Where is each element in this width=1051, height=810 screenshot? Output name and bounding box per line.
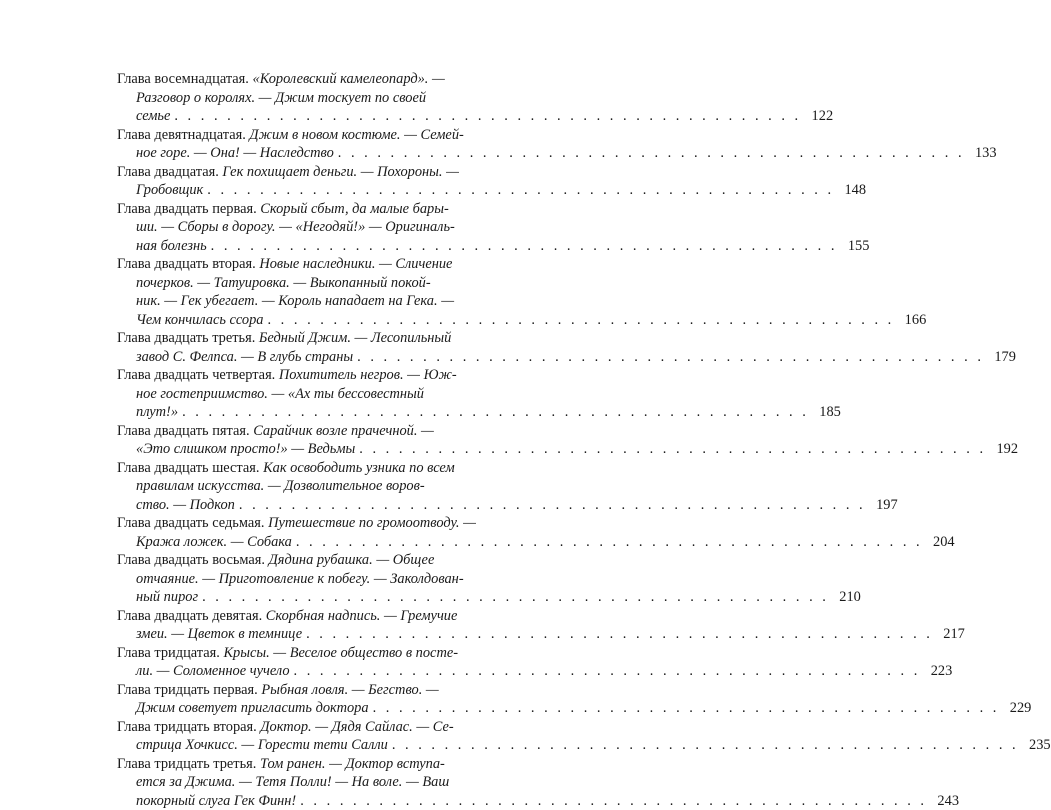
toc-entry-line <box>117 255 462 274</box>
toc-entry-line <box>117 385 462 404</box>
toc-entry-last-text <box>136 237 207 256</box>
chapter-heading: Глава двадцать восьмая. <box>117 552 269 568</box>
chapter-summary: Путешествие по громоотводу. — <box>268 515 476 531</box>
toc-entry <box>117 607 462 644</box>
chapter-summary: Разговор о королях. — Джим тоскует по своей <box>136 90 426 106</box>
toc-entry-last-line <box>117 107 462 126</box>
chapter-summary: Джим в новом костюме. — Семей- <box>249 127 463 143</box>
toc-entry-last-line <box>117 181 462 200</box>
toc-entry-last-text <box>136 588 198 607</box>
chapter-summary: Сарайчик возле прачечной. — <box>253 423 434 439</box>
page-number: 192 <box>990 440 1018 459</box>
chapter-summary: покорный слуга Гек Финн! <box>136 793 296 809</box>
toc-entry-line <box>117 200 462 219</box>
chapter-summary: Дядина рубашка. — Общее <box>269 552 435 568</box>
toc-entry-last-text <box>136 403 178 422</box>
chapter-summary: правилам искусства. — Дозволительное воров- <box>136 478 425 494</box>
chapter-summary: Как освободить узника по всем <box>263 460 455 476</box>
toc-entry-last-text <box>136 348 353 367</box>
chapter-summary: ное гостеприимство. — «Ах ты бессовестный <box>136 386 424 402</box>
toc-entry-last-text <box>136 533 292 552</box>
page-number: 217 <box>937 625 965 644</box>
dot-leader: . . . . . . . . . . . . . . . . . . . . . . . . . . . . . . . . . . . . . . . . . . . . . . . . <box>207 237 842 256</box>
chapter-heading: Глава тридцать вторая. <box>117 719 260 735</box>
toc-entry-last-line <box>117 440 462 459</box>
table-of-contents <box>117 70 462 810</box>
chapter-summary: Кража ложек. — Собака <box>136 534 292 550</box>
dot-leader: . . . . . . . . . . . . . . . . . . . . . . . . . . . . . . . . . . . . . . . . . . . . . . . . <box>334 144 969 163</box>
toc-entry-line <box>117 89 462 108</box>
toc-entry-last-text <box>136 144 334 163</box>
dot-leader: . . . . . . . . . . . . . . . . . . . . . . . . . . . . . . . . . . . . . . . . . . . . . . . . <box>353 348 988 367</box>
toc-entry-last-text <box>136 662 290 681</box>
toc-entry-last-line <box>117 403 462 422</box>
toc-entry-line <box>117 551 462 570</box>
chapter-summary: плут!» <box>136 404 178 420</box>
toc-entry-line <box>117 126 462 145</box>
toc-entry-last-text <box>136 699 369 718</box>
toc-entry-last-line <box>117 736 462 755</box>
chapter-summary: Бедный Джим. — Лесопильный <box>259 330 451 346</box>
chapter-summary: Крысы. — Веселое общество в посте- <box>223 645 458 661</box>
chapter-summary: «Королевский камелеопард». — <box>253 71 445 87</box>
chapter-heading: Глава двадцать пятая. <box>117 423 253 439</box>
chapter-summary: ная болезнь <box>136 238 207 254</box>
toc-entry-last-text <box>136 625 302 644</box>
chapter-summary: ется за Джима. — Тетя Полли! — На воле. — Ваш <box>136 774 449 790</box>
toc-entry-last-line <box>117 533 462 552</box>
chapter-summary: Скорбная надпись. — Гремучие <box>266 608 458 624</box>
toc-entry-last-line <box>117 311 462 330</box>
chapter-heading: Глава тридцать первая. <box>117 682 261 698</box>
toc-entry-last-line <box>117 588 462 607</box>
toc-entry-line <box>117 607 462 626</box>
toc-entry <box>117 514 462 551</box>
toc-entry-last-line <box>117 496 462 515</box>
toc-entry-last-text <box>136 496 235 515</box>
dot-leader: . . . . . . . . . . . . . . . . . . . . . . . . . . . . . . . . . . . . . . . . . . . . . . . . <box>290 662 925 681</box>
toc-entry-last-line <box>117 144 462 163</box>
dot-leader: . . . . . . . . . . . . . . . . . . . . . . . . . . . . . . . . . . . . . . . . . . . . . . . . <box>302 625 937 644</box>
page-number: 133 <box>969 144 997 163</box>
toc-entry-line <box>117 329 462 348</box>
toc-entry <box>117 755 462 810</box>
toc-entry <box>117 366 462 422</box>
chapter-summary: почерков. — Татуировка. — Выкопанный покой- <box>136 275 431 291</box>
chapter-summary: семье <box>136 108 170 124</box>
toc-entry-last-line <box>117 699 462 718</box>
page-number: 148 <box>838 181 866 200</box>
dot-leader: . . . . . . . . . . . . . . . . . . . . . . . . . . . . . . . . . . . . . . . . . . . . . . . . <box>170 107 805 126</box>
chapter-heading: Глава двадцать девятая. <box>117 608 266 624</box>
toc-entry-last-line <box>117 662 462 681</box>
chapter-heading: Глава восемнадцатая. <box>117 71 253 87</box>
toc-entry <box>117 329 462 366</box>
toc-entry <box>117 718 462 755</box>
page-number: 223 <box>924 662 952 681</box>
chapter-summary: Рыбная ловля. — Бегство. — <box>261 682 438 698</box>
toc-entry-line <box>117 570 462 589</box>
chapter-summary: Новые наследники. — Сличение <box>259 256 452 272</box>
page-number: 122 <box>805 107 833 126</box>
toc-entry-line <box>117 274 462 293</box>
toc-entry <box>117 255 462 329</box>
dot-leader: . . . . . . . . . . . . . . . . . . . . . . . . . . . . . . . . . . . . . . . . . . . . . . . . <box>198 588 833 607</box>
toc-entry-line <box>117 163 462 182</box>
toc-entry <box>117 422 462 459</box>
chapter-summary: Гробовщик <box>136 182 203 198</box>
toc-entry-line <box>117 718 462 737</box>
chapter-summary: ство. — Подкоп <box>136 497 235 513</box>
page-number: 243 <box>931 792 959 810</box>
page-number: 229 <box>1003 699 1031 718</box>
toc-entry-line <box>117 70 462 89</box>
chapter-summary: Доктор. — Дядя Сайлас. — Се- <box>260 719 453 735</box>
chapter-summary: Скорый сбыт, да малые бары- <box>260 201 448 217</box>
chapter-summary: Чем кончилась ссора <box>136 312 263 328</box>
toc-entry-line <box>117 514 462 533</box>
chapter-heading: Глава девятнадцатая. <box>117 127 249 143</box>
dot-leader: . . . . . . . . . . . . . . . . . . . . . . . . . . . . . . . . . . . . . . . . . . . . . . . . <box>263 311 898 330</box>
toc-entry-last-line <box>117 237 462 256</box>
toc-entry <box>117 459 462 515</box>
chapter-summary: ник. — Гек убегает. — Король нападает на Гека. — <box>136 293 454 309</box>
toc-entry <box>117 681 462 718</box>
page-number: 235 <box>1023 736 1051 755</box>
page-number: 210 <box>833 588 861 607</box>
chapter-heading: Глава двадцатая. <box>117 164 222 180</box>
page-number: 185 <box>813 403 841 422</box>
chapter-summary: ный пирог <box>136 589 198 605</box>
toc-entry-line <box>117 681 462 700</box>
chapter-heading: Глава двадцать вторая. <box>117 256 259 272</box>
dot-leader: . . . . . . . . . . . . . . . . . . . . . . . . . . . . . . . . . . . . . . . . . . . . . . . . <box>178 403 813 422</box>
toc-entry-last-text <box>136 107 170 126</box>
toc-entry <box>117 551 462 607</box>
toc-entry-last-line <box>117 792 462 810</box>
toc-entry-line <box>117 366 462 385</box>
chapter-summary: Джим советует пригласить доктора <box>136 700 369 716</box>
toc-entry <box>117 200 462 256</box>
chapter-summary: Том ранен. — Доктор вступа- <box>260 756 445 772</box>
toc-entry-last-text <box>136 311 263 330</box>
chapter-heading: Глава двадцать седьмая. <box>117 515 268 531</box>
toc-entry-last-text <box>136 440 355 459</box>
toc-entry <box>117 126 462 163</box>
chapter-heading: Глава двадцать третья. <box>117 330 259 346</box>
page-number: 197 <box>870 496 898 515</box>
toc-entry <box>117 644 462 681</box>
toc-entry-line <box>117 422 462 441</box>
chapter-summary: отчаяние. — Приготовление к побегу. — Заколдован- <box>136 571 464 587</box>
toc-entry-line <box>117 644 462 663</box>
toc-entry-line <box>117 292 462 311</box>
toc-entry-line <box>117 477 462 496</box>
page-number: 179 <box>988 348 1016 367</box>
chapter-summary: ное горе. — Она! — Наследство <box>136 145 334 161</box>
page-number: 155 <box>841 237 869 256</box>
toc-entry-line <box>117 459 462 478</box>
dot-leader: . . . . . . . . . . . . . . . . . . . . . . . . . . . . . . . . . . . . . . . . . . . . . . . . <box>388 736 1023 755</box>
page-number: 204 <box>927 533 955 552</box>
toc-entry-last-line <box>117 625 462 644</box>
toc-entry-line <box>117 755 462 774</box>
toc-entry-last-text <box>136 181 203 200</box>
dot-leader: . . . . . . . . . . . . . . . . . . . . . . . . . . . . . . . . . . . . . . . . . . . . . . . . <box>369 699 1004 718</box>
toc-entry-last-text <box>136 736 388 755</box>
toc-entry <box>117 163 462 200</box>
chapter-heading: Глава двадцать шестая. <box>117 460 263 476</box>
toc-entry-last-text <box>136 792 296 810</box>
chapter-summary: стрица Хочкисс. — Горести тети Салли <box>136 737 388 753</box>
chapter-summary: Похититель негров. — Юж- <box>279 367 457 383</box>
chapter-heading: Глава тридцать третья. <box>117 756 260 772</box>
dot-leader: . . . . . . . . . . . . . . . . . . . . . . . . . . . . . . . . . . . . . . . . . . . . . . . . <box>292 533 927 552</box>
toc-entry-line <box>117 218 462 237</box>
chapter-heading: Глава двадцать первая. <box>117 201 260 217</box>
chapter-heading: Глава двадцать четвертая. <box>117 367 279 383</box>
chapter-summary: змеи. — Цветок в темнице <box>136 626 302 642</box>
dot-leader: . . . . . . . . . . . . . . . . . . . . . . . . . . . . . . . . . . . . . . . . . . . . . . . . <box>235 496 870 515</box>
chapter-summary: «Это слишком просто!» — Ведьмы <box>136 441 355 457</box>
chapter-heading: Глава тридцатая. <box>117 645 223 661</box>
toc-entry <box>117 70 462 126</box>
chapter-summary: Гек похищает деньги. — Похороны. — <box>222 164 458 180</box>
dot-leader: . . . . . . . . . . . . . . . . . . . . . . . . . . . . . . . . . . . . . . . . . . . . . . . . <box>355 440 990 459</box>
chapter-summary: ши. — Сборы в дорогу. — «Негодяй!» — Оригиналь- <box>136 219 455 235</box>
toc-entry-line <box>117 773 462 792</box>
page-number: 166 <box>898 311 926 330</box>
dot-leader: . . . . . . . . . . . . . . . . . . . . . . . . . . . . . . . . . . . . . . . . . . . . . . . . <box>296 792 931 810</box>
dot-leader: . . . . . . . . . . . . . . . . . . . . . . . . . . . . . . . . . . . . . . . . . . . . . . . . <box>203 181 838 200</box>
chapter-summary: завод С. Фелпса. — В глубь страны <box>136 349 353 365</box>
chapter-summary: ли. — Соломенное чучело <box>136 663 290 679</box>
toc-entry-last-line <box>117 348 462 367</box>
